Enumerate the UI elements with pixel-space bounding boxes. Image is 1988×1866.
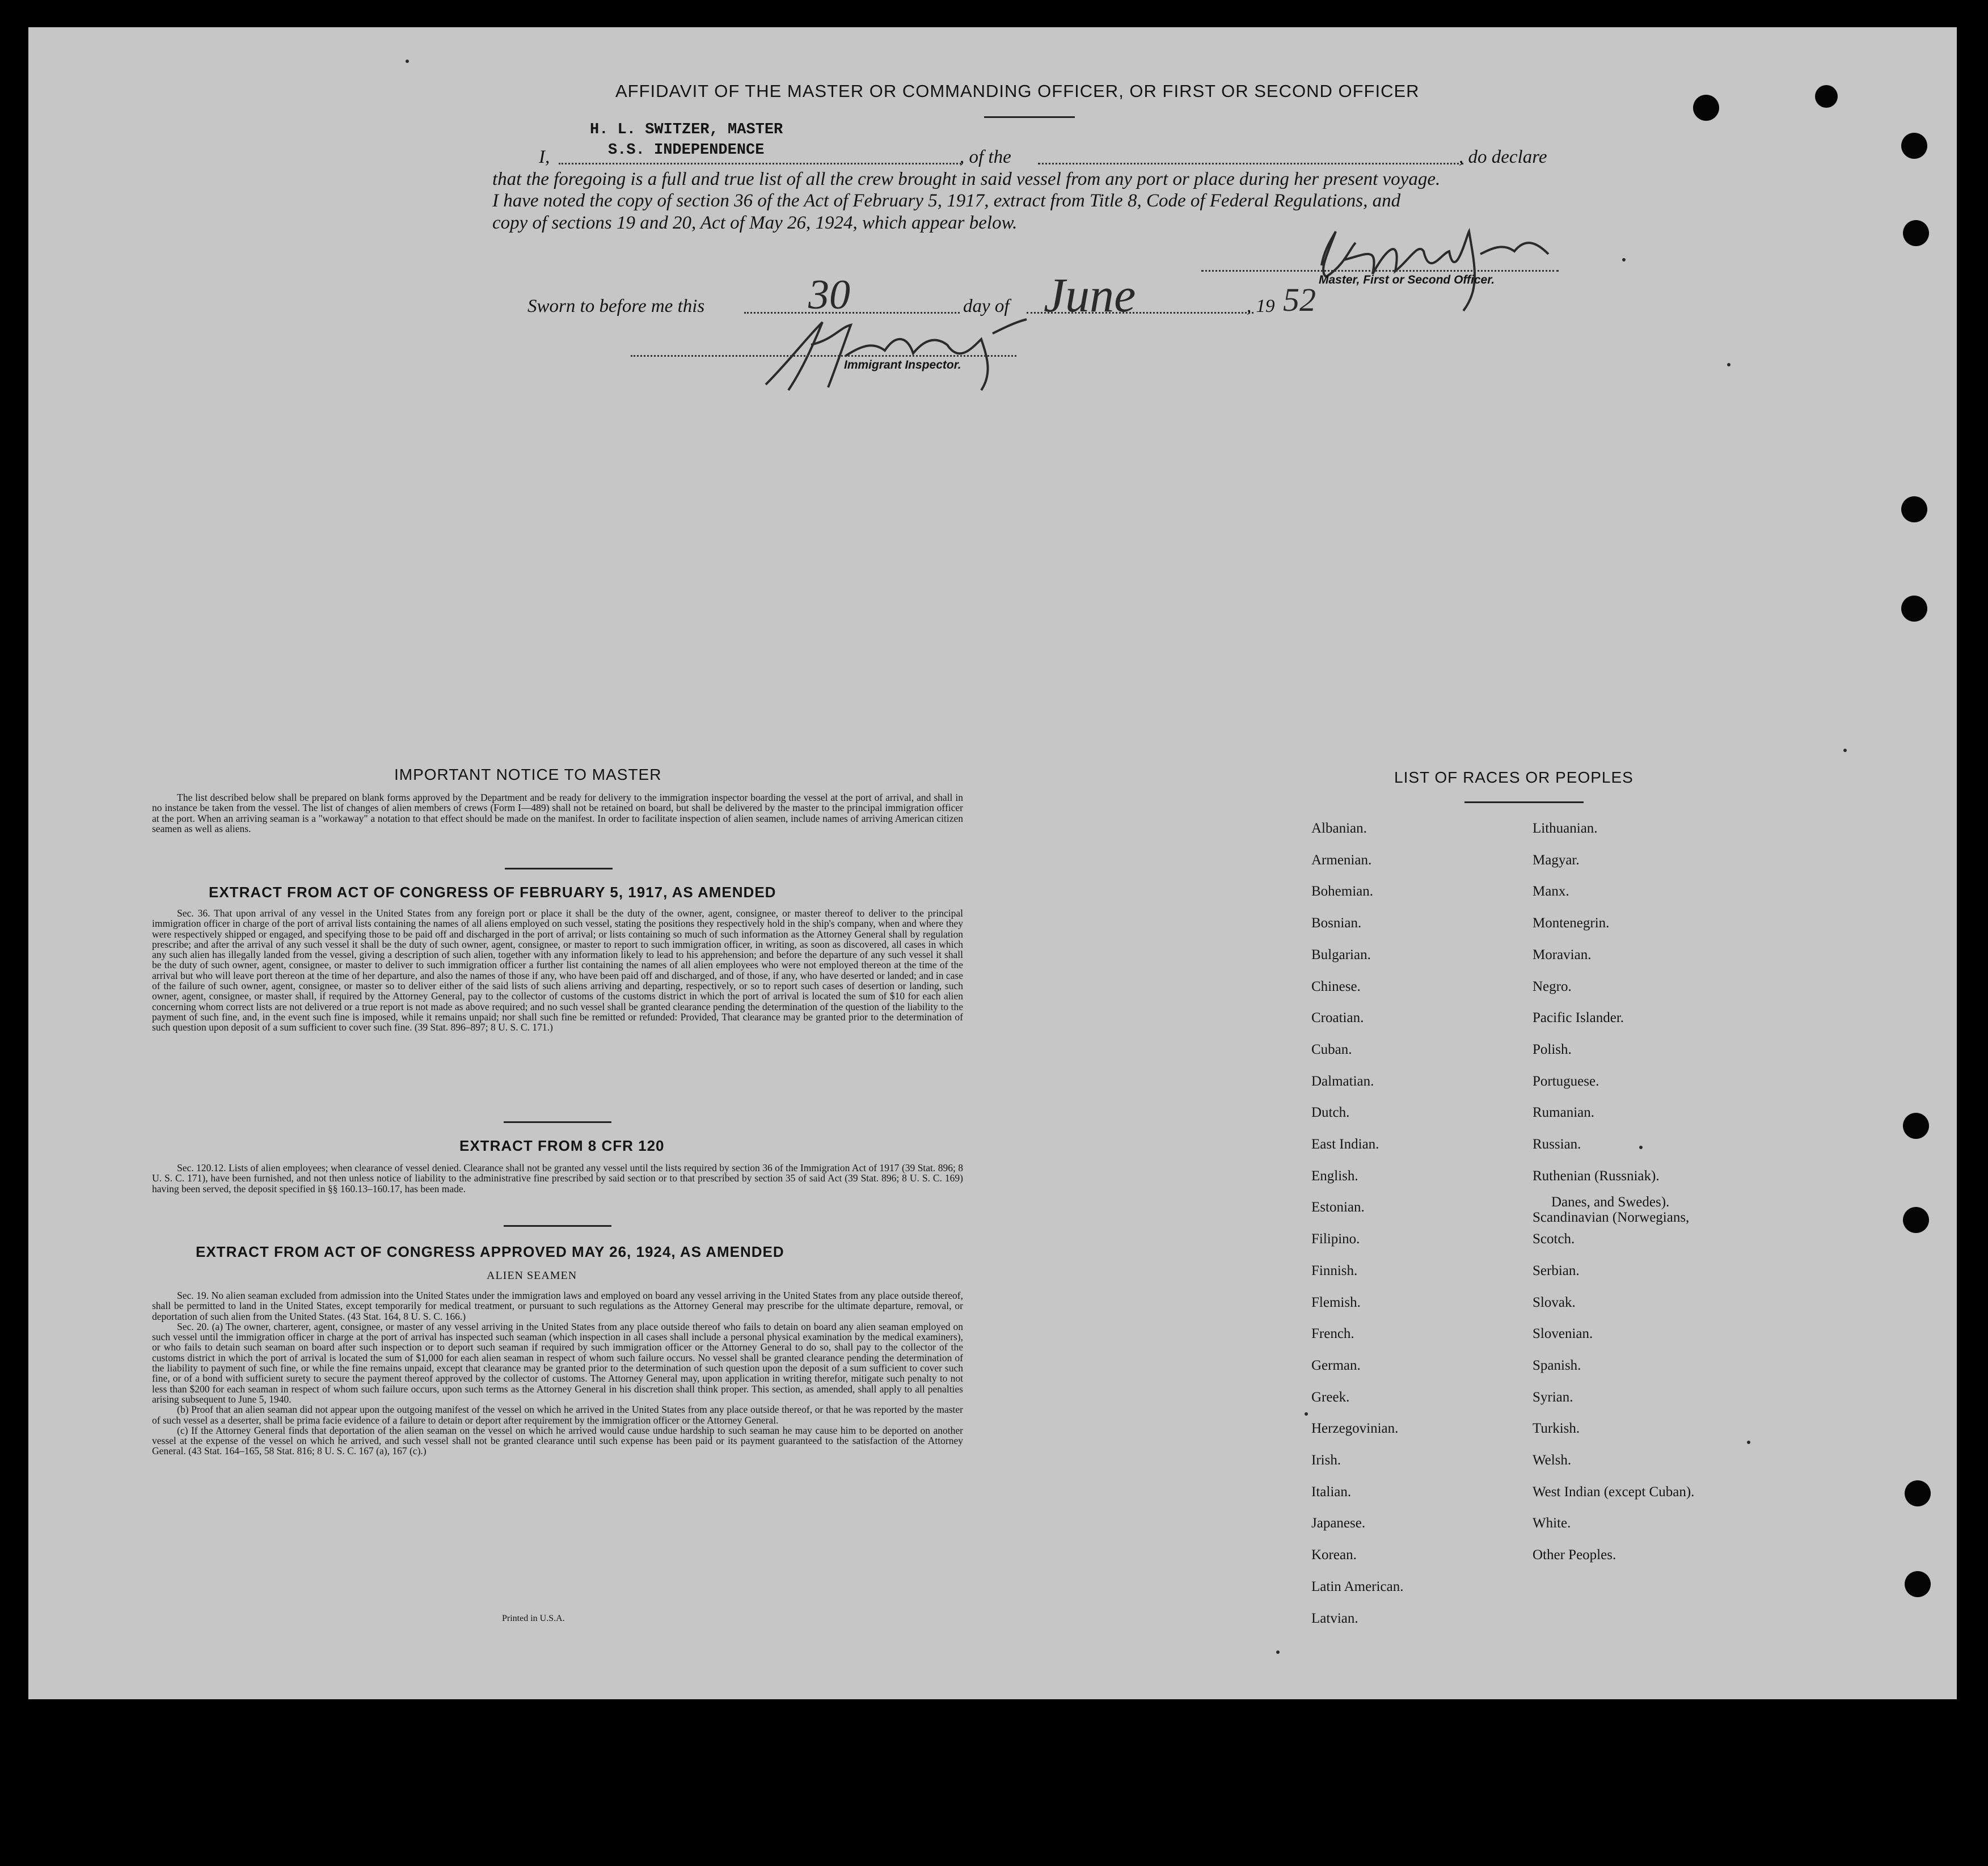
inspector-signature (754, 311, 1049, 396)
race-item: Cuban. (1311, 1041, 1352, 1057)
race-item: Greek. (1311, 1389, 1350, 1405)
race-item: Scotch. (1533, 1231, 1575, 1247)
inspector-caption: Immigrant Inspector. (844, 358, 961, 371)
race-item: Albanian. (1311, 821, 1367, 836)
race-item: Bulgarian. (1311, 947, 1371, 962)
race-item: Korean. (1311, 1547, 1357, 1563)
extract-cfr-text (152, 1163, 963, 1194)
extract-1917-text (152, 908, 963, 1033)
binder-hole (1903, 1207, 1929, 1233)
extract-1917-heading: EXTRACT FROM ACT OF CONGRESS OF FEBRUARY 5, 1917, AS AMENDED (209, 884, 776, 901)
extract-1924-heading: EXTRACT FROM ACT OF CONGRESS APPROVED MAY 26, 1924, AS AMENDED (196, 1243, 784, 1260)
race-item: Portuguese. (1533, 1073, 1599, 1089)
notice-text (152, 792, 963, 834)
race-item: Pacific Islander. (1533, 1010, 1624, 1026)
declaration-line-2: I have noted the copy of section 36 of the Act of February 5, 1917, extract from Title 8, Code of Federal Regulations, and (492, 191, 1401, 211)
race-item: Scandinavian (Norwegians, (1533, 1210, 1690, 1226)
extract-1924-text (152, 1290, 963, 1457)
race-item: Filipino. (1311, 1231, 1360, 1247)
printed-in-usa: Printed in U.S.A. (502, 1614, 565, 1623)
master-name-line (559, 163, 961, 164)
race-item: Turkish. (1533, 1421, 1580, 1437)
race-item: Latin American. (1311, 1578, 1404, 1594)
race-item: Japanese. (1311, 1515, 1366, 1531)
section-divider (504, 1225, 611, 1227)
year-prefix: , 19 (1247, 296, 1275, 316)
races-title-divider (1464, 801, 1584, 803)
binder-hole (1693, 95, 1719, 121)
race-item: Other Peoples. (1533, 1547, 1616, 1563)
section-20a-paragraph: Sec. 20. (a) The owner, charterer, agent, consignee, or master of any vessel arriving in the United States from any place outside thereof who fails to detain on board any alien seaman employed on such vessel until the immigration officer in charge at the port of arrival has inspected such seaman (which inspection in all cases shall include a personal physical examination by the medical examiners), or who fails to detain such seaman on board after such inspection or to deport such seaman if required by such immigration officer or the Attorney General to do so, shall pay to the collector of the customs district in which the port of arrival is located the sum of $1,000 for each alien seaman in respect of whom such failure occurs. No vessel shall be granted clearance pending the determination of the liability to payment of such fine, or while the fine remains unpaid, except that clearance may be granted prior to the determination of such question upon the deposit of a sum sufficient to cover such fine, or of a bond with sufficient surety to secure the payment thereof approved by the collector of customs. The Attorney General may, upon application in writing therefor, mitigate such penalty to not less than $200 for each seaman in respect of whom such failure occurs, upon such terms as the Attorney General in his discretion shall think proper. This section, as amended, shall apply to all penalties arising subsequent to June 5, 1940. (152, 1320, 963, 1405)
day-of-label: day of (963, 296, 1010, 316)
race-item: Slovenian. (1533, 1326, 1593, 1342)
race-item: Russian. (1533, 1137, 1581, 1152)
race-item: Polish. (1533, 1041, 1572, 1057)
race-item: Syrian. (1533, 1389, 1573, 1405)
race-item: Montenegrin. (1533, 915, 1610, 931)
section-divider (505, 868, 613, 869)
race-item: Bosnian. (1311, 915, 1362, 931)
declaration-line-3: copy of sections 19 and 20, Act of May 26, 1924, which appear below. (492, 213, 1018, 233)
affidavit-title: AFFIDAVIT OF THE MASTER OR COMMANDING OFFICER, OR FIRST OR SECOND OFFICER (615, 81, 1420, 101)
race-item: Irish. (1311, 1453, 1341, 1468)
race-item: Negro. (1533, 978, 1572, 994)
binder-hole (1903, 1113, 1929, 1139)
declaration-line-1: that the foregoing is a full and true list of all the crew brought in said vessel from any port or place during her present voyage. (492, 169, 1441, 189)
sworn-month-handwritten: June (1044, 268, 1136, 322)
race-item: Serbian. (1533, 1263, 1580, 1278)
binder-hole (1815, 85, 1838, 108)
race-item: Manx. (1533, 884, 1569, 900)
race-item: White. (1533, 1515, 1571, 1531)
section-19-paragraph: Sec. 19. No alien seaman excluded from admission into the United States under the immigration laws and employed on board any vessel arriving in the United States from any place outside thereof, shall be permitted to land in the United States, except temporarily for medical treatment, or pursuant to such regulations as the Attorney General may prescribe for the ultimate departure, removal, or deportation of such alien from the United States. (43 Stat. 164, 8 U. S. C. 166.) (152, 1290, 963, 1322)
section-20c-paragraph: (c) If the Attorney General finds that deportation of the alien seaman on the vessel on which he arrived would cause undue hardship to such seaman he may cause him to be deported on another vessel at the expense of the vessel on which he arrived, and such vessel shall not be granted clearance until such expense has been paid or its payment guaranteed to the satisfaction of the Attorney General. (43 Stat. 164–165, 58 Stat. 816; 8 U. S. C. 167 (a), 167 (c).) (152, 1424, 963, 1457)
binder-hole (1903, 220, 1929, 246)
race-item: Flemish. (1311, 1294, 1361, 1310)
extract-cfr-heading: EXTRACT FROM 8 CFR 120 (459, 1137, 665, 1154)
race-item: Moravian. (1533, 947, 1592, 962)
race-item: Slovak. (1533, 1294, 1576, 1310)
notice-paragraph: The list described below shall be prepared on blank forms approved by the Department and be ready for delivery to the immigration inspector boarding the vessel at the port of arrival, and shall in no instance be taken from the vessel. The list of changes of alien members of crews (Form I—489) shall not be retained on board, but shall be delivered by the master to the principal immigration officer at the port. When an arriving seaman is a "workaway" a notation to that effect should be made on the manifest. In order to facilitate inspection of alien seamen, include names of arriving American citizen seamen as well as aliens. (152, 792, 963, 834)
race-item: Latvian. (1311, 1610, 1358, 1626)
sworn-day-handwritten: 30 (808, 272, 850, 318)
race-item: Italian. (1311, 1484, 1352, 1500)
race-item: Lithuanian. (1533, 821, 1598, 836)
binder-hole (1901, 133, 1927, 159)
race-item: East Indian. (1311, 1137, 1379, 1152)
binder-hole (1905, 1480, 1931, 1506)
race-item: Chinese. (1311, 978, 1361, 994)
race-item: Dalmatian. (1311, 1073, 1374, 1089)
notice-title: IMPORTANT NOTICE TO MASTER (394, 766, 662, 783)
section-divider (504, 1121, 611, 1123)
race-item: Bohemian. (1311, 884, 1374, 900)
race-item: Estonian. (1311, 1200, 1365, 1215)
declaration-do-declare: , do declare (1459, 147, 1547, 167)
race-item: Finnish. (1311, 1263, 1358, 1278)
race-item: Herzegovinian. (1311, 1421, 1399, 1437)
race-item: French. (1311, 1326, 1354, 1342)
race-item: German. (1311, 1357, 1361, 1373)
sworn-label: Sworn to before me this (527, 296, 705, 316)
vessel-line (1038, 163, 1463, 164)
race-item: English. (1311, 1168, 1358, 1184)
officer-signature-line (1201, 270, 1559, 272)
race-item: Ruthenian (Russniak). (1533, 1168, 1660, 1184)
declaration-i-label: I, (539, 147, 550, 167)
race-item: Dutch. (1311, 1105, 1350, 1121)
section-36-paragraph: Sec. 36. That upon arrival of any vessel in the United States from any foreign port or place it shall be the duty of the owner, agent, consignee, or master thereof to deliver to the principal immigration officer in charge of the port of arrival lists containing the names of all aliens employed on such vessel, stating the positions they respectively hold in the ship's company, when and where they were respectively shipped or engaged, and specifying those to be paid off and discharged in the port of arrival; or lists containing so much of such information as the Attorney General shall by regulation prescribe; and after the arrival of any such vessel it shall be the duty of such owner, agent, consignee, or master to report to such immigration officer, in writing, as soon as discovered, all cases in which any such alien has illegally landed from the vessel, giving a description of such alien, together with any information likely to lead to his apprehension; and before the departure of any such vessel it shall be the duty of such owner, agent, consignee, or master to deliver to such immigration officer a further list containing the names of all alien employees who were not employed thereon at the time of the arrival but who will leave port thereon at the time of her departure, and also the names of those if any, who have been paid off and discharged, and of those, if any, who have deserted or landed; and in case of the failure of such owner, agent, consignee, or master so to deliver either of the said lists of such aliens arriving and departing, respectively, or so to report such cases of desertion or landing, such owner, agent, consignee, or master shall, if required by the Attorney General, pay to the collector of customs of the customs district in which the port of arrival is located the sum of $10 for each alien concerning whom correct lists are not delivered or a true report is not made as above required; and no such vessel shall be granted clearance pending the determination of the question of the liability to the payment of such fine, and, in the event such fine is imposed, while it remains unpaid; nor shall such fine be remitted or refunded: Provided, That clearance may be granted prior to the determination of such question upon deposit of a sum sufficient to cover such fine. (39 Stat. 896–897; 8 U. S. C. 171.) (152, 907, 963, 1033)
race-item: Welsh. (1533, 1453, 1572, 1468)
races-title: LIST OF RACES OR PEOPLES (1394, 769, 1634, 786)
officer-caption: Master, First or Second Officer. (1319, 273, 1495, 286)
race-item: West Indian (except Cuban). (1533, 1484, 1695, 1500)
race-item: Rumanian. (1533, 1105, 1595, 1121)
typed-master-name: H. L. SWITZER, MASTER (590, 121, 783, 138)
race-item: Armenian. (1311, 852, 1372, 868)
typed-vessel-name: S.S. INDEPENDENCE (608, 142, 765, 159)
binder-hole (1901, 496, 1927, 522)
race-item: Magyar. (1533, 852, 1580, 868)
race-item: Spanish. (1533, 1357, 1581, 1373)
inspector-signature-line (631, 355, 1016, 357)
section-20b-paragraph: (b) Proof that an alien seaman did not appear upon the outgoing manifest of the vessel on which he arrived in the United States from any place outside thereof, or that he was reported by the master of such vessel as a deserter, shall be prima facie evidence of a failure to detain or deport after requirement by the immigration officer or the Attorney General. (152, 1404, 963, 1426)
declaration-of-the-label: , of the (960, 147, 1011, 167)
race-item: Croatian. (1311, 1010, 1364, 1026)
alien-seamen-subheading: ALIEN SEAMEN (487, 1269, 577, 1282)
binder-hole (1905, 1571, 1931, 1597)
section-120-12-paragraph: Sec. 120.12. Lists of alien employees; when clearance of vessel denied. Clearance shall not be granted any vessel until the lists required by section 36 of the Immigration Act of 1917 (39 Stat. 896; 8 U. S. C. 171), have been furnished, and not then unless notice of liability to the administrative fine prescribed by said section or to that prescribed by section 35 of said Act (39 Stat. 896; 8 U. S. C. 169) having been served, the deposit specified in §§ 160.13–160.17, has been made. (152, 1162, 963, 1194)
binder-hole (1901, 596, 1927, 622)
sworn-year-handwritten: 52 (1283, 281, 1316, 318)
race-item: Danes, and Swedes). (1551, 1194, 1670, 1210)
title-divider (984, 116, 1075, 118)
